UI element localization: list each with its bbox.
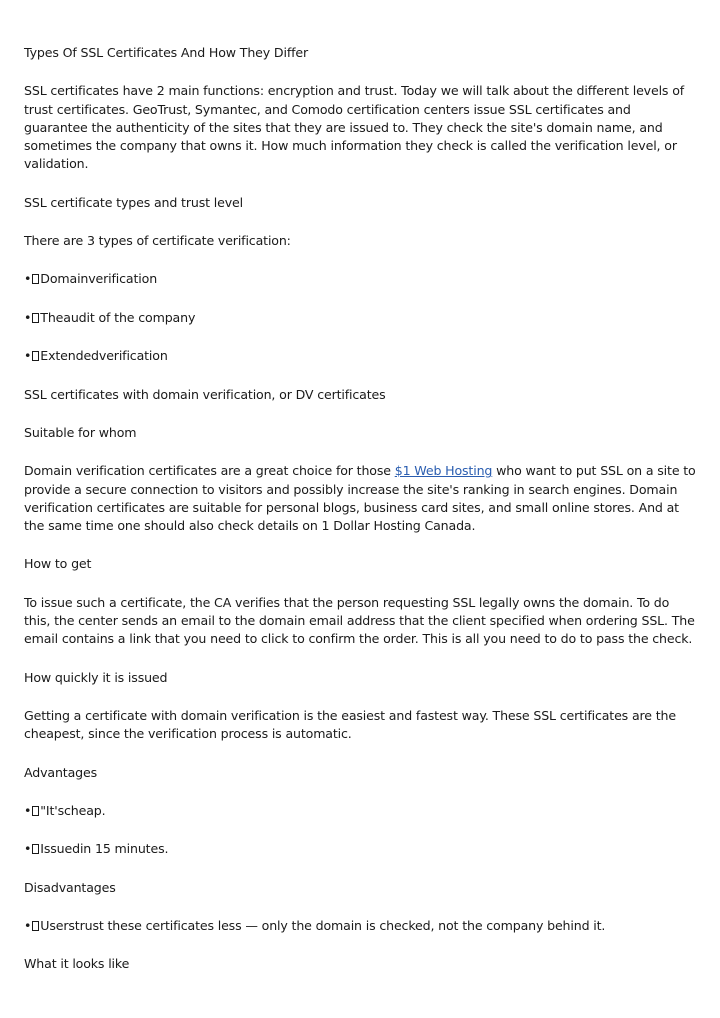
looks-heading: What it looks like xyxy=(24,956,130,972)
document-title: Types Of SSL Certificates And How They Differ xyxy=(24,45,309,60)
bullet-icon: • xyxy=(24,271,32,287)
bullet-icon: • xyxy=(24,841,32,857)
suitable-text-before: Domain verification certificates are a great choice for those xyxy=(24,463,395,479)
list-item xyxy=(24,347,696,365)
list-item-text: "It'scheap. xyxy=(40,802,106,818)
bullet-icon: • xyxy=(24,802,32,818)
list-item-text: Domainverification xyxy=(40,271,158,287)
disadvantages-heading: Disadvantages xyxy=(24,879,116,895)
missing-glyph-icon xyxy=(32,844,39,854)
bullet-icon: • xyxy=(24,918,32,934)
list-item-text: Extendedverification xyxy=(40,348,168,364)
list-item xyxy=(24,270,696,288)
dv-heading: SSL certificates with domain verification, or DV certificates xyxy=(24,386,386,402)
bullet-icon: • xyxy=(24,348,32,364)
document-body xyxy=(24,44,696,994)
list-item-text: Issuedin 15 minutes. xyxy=(40,841,169,857)
how-get-heading: How to get xyxy=(24,556,92,572)
suitable-paragraph xyxy=(24,462,696,535)
missing-glyph-icon xyxy=(32,806,39,816)
list-item-text: Theaudit of the company xyxy=(40,309,196,325)
list-item xyxy=(24,802,696,820)
how-get-paragraph: To issue such a certificate, the CA verifies that the person requesting SSL legally owns the domain. To do this, the center sends an email to the domain email address that the client specified when ordering SSL. The email contains a link that you need to click to confirm the order. This is all you need to do to pass the check. xyxy=(24,594,695,647)
how-quick-paragraph: Getting a certificate with domain verification is the easiest and fastest way. These SSL certificates are the cheapest, since the verification process is automatic. xyxy=(24,707,676,742)
types-heading: SSL certificate types and trust level xyxy=(24,194,243,210)
missing-glyph-icon xyxy=(32,313,39,323)
missing-glyph-icon xyxy=(32,351,39,361)
bullet-icon: • xyxy=(24,309,32,325)
how-quick-heading: How quickly it is issued xyxy=(24,669,168,685)
suitable-heading: Suitable for whom xyxy=(24,424,137,440)
intro-paragraph: SSL certificates have 2 main functions: encryption and trust. Today we will talk about the different levels of trust certificates. GeoTrust, Symantec, and Comodo certification centers issue SSL certificates and guarantee the authenticity of the sites that they are issued to. They check the site's domain name, and sometimes the company that owns it. How much information they check is called the verification level, or validation. xyxy=(24,83,685,172)
missing-glyph-icon xyxy=(32,921,39,931)
web-hosting-link[interactable]: $1 Web Hosting xyxy=(394,463,493,479)
advantages-heading: Advantages xyxy=(24,764,97,780)
list-item-text: Userstrust these certificates less — only the domain is checked, not the company behind it. xyxy=(40,918,606,934)
list-item xyxy=(24,840,696,858)
missing-glyph-icon xyxy=(32,274,39,284)
suitable-text-after: who want to put SSL on a site to provide a secure connection to visitors and possibly increase the site's ranking in search engines. Domain verification certificates are suitable for personal blogs, business card sites, and small online stores. And at the same time one should also check details on 1 Dollar Hosting Canada. xyxy=(24,463,696,533)
types-intro: There are 3 types of certificate verification: xyxy=(24,232,291,248)
list-item xyxy=(24,917,696,935)
list-item xyxy=(24,309,696,327)
